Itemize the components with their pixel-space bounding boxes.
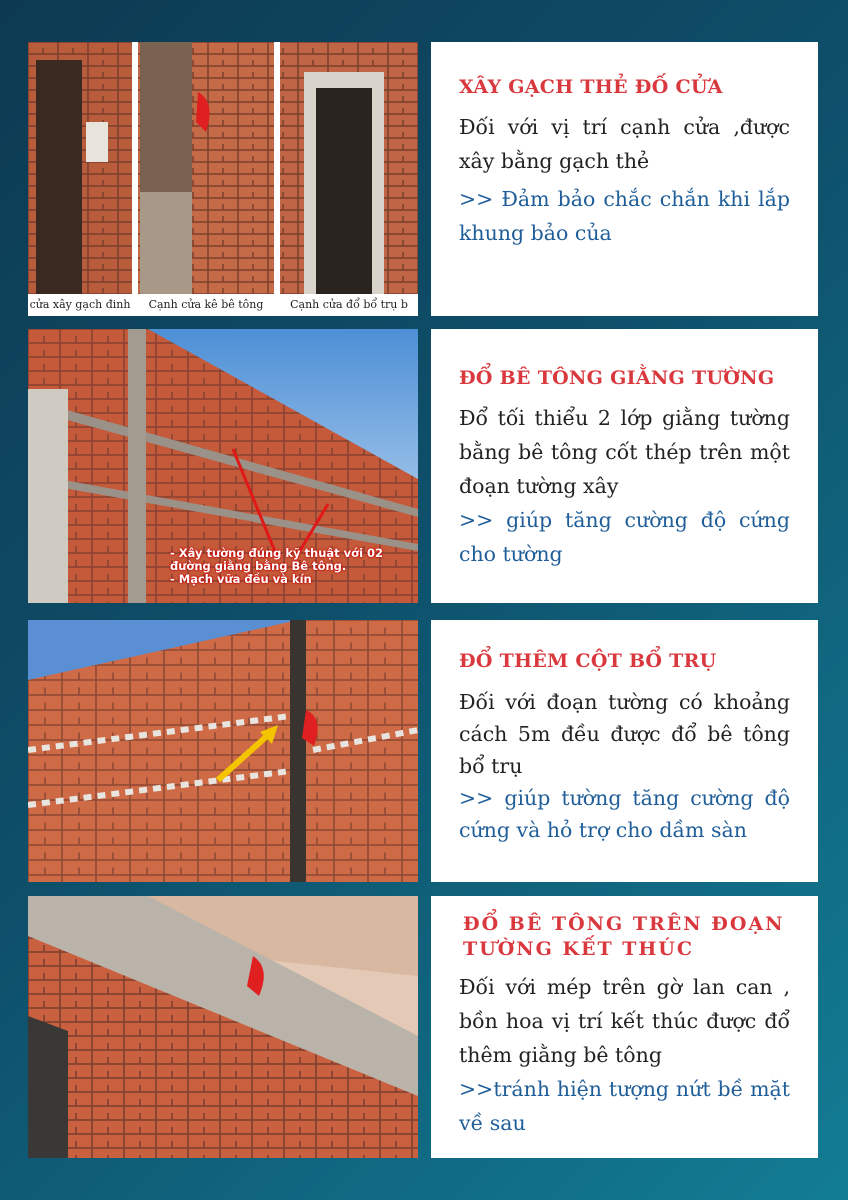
caption-1: cửa xây gạch đinh — [28, 294, 132, 316]
section-note: >> Đảm bảo chắc chắn khi lắp khung bảo của — [459, 187, 790, 245]
column-illustration — [28, 620, 418, 882]
section-note: >>tránh hiện tượng nứt bề mặt về sau — [459, 1077, 790, 1135]
card-tie-beam — [431, 329, 818, 603]
caption-2: Cạnh cửa kê bê tông — [138, 294, 274, 316]
door-photo-collage — [28, 42, 418, 316]
section-text: Đối với mép trên gờ lan can , bồn hoa vị trí kết thúc được đổ thêm giằng bê tông — [459, 975, 790, 1067]
overlay-line-2: đường giằng bằng Bê tông. — [170, 559, 347, 573]
overlay-line-1: - Xây tường đúng kỹ thuật với 02 — [170, 546, 384, 560]
title-line-1: ĐỔ BÊ TÔNG TRÊN ĐOẠN — [463, 913, 785, 935]
section-title — [459, 912, 790, 962]
overlay-line-3: - Mạch vữa đều và kín — [170, 572, 312, 586]
section-title: ĐỔ THÊM CỘT BỔ TRỤ — [459, 650, 717, 672]
section-title: XÂY GẠCH THẺ ĐỐ CỬA — [459, 76, 723, 98]
title-line-2: TƯỜNG KẾT THÚC — [463, 938, 694, 960]
section-door-brick — [28, 42, 818, 316]
end-beam-photo — [28, 896, 418, 1158]
card-door-brick — [431, 42, 818, 316]
door-photo-illustration — [28, 42, 418, 316]
card-end-beam — [431, 896, 818, 1158]
section-note: >> giúp tường tăng cường độ cứng và hỏ trợ cho dầm sàn — [459, 786, 790, 842]
section-text: Đổ tối thiểu 2 lớp giằng tường bằng bê tông cốt thép trên một đoạn tường xây — [459, 406, 790, 498]
section-title: ĐỔ BÊ TÔNG GIẰNG TƯỜNG — [459, 367, 775, 389]
card-column — [431, 620, 818, 882]
photo-overlay-text — [170, 547, 383, 586]
caption-3: Cạnh cửa đổ bổ trụ b — [280, 294, 418, 316]
tie-beam-photo — [28, 329, 418, 603]
section-note: >> giúp tăng cường độ cứng cho tường — [459, 508, 790, 566]
section-end-beam — [28, 896, 818, 1158]
section-text: Đối với vị trí cạnh cửa ,được xây bằng gạch thẻ — [459, 115, 790, 173]
section-tie-beam — [28, 329, 818, 603]
section-text: Đối với đoạn tường có khoảng cách 5m đều được đổ bê tông bổ trụ — [459, 690, 790, 778]
end-beam-illustration — [28, 896, 418, 1158]
column-photo — [28, 620, 418, 882]
section-column — [28, 620, 818, 882]
